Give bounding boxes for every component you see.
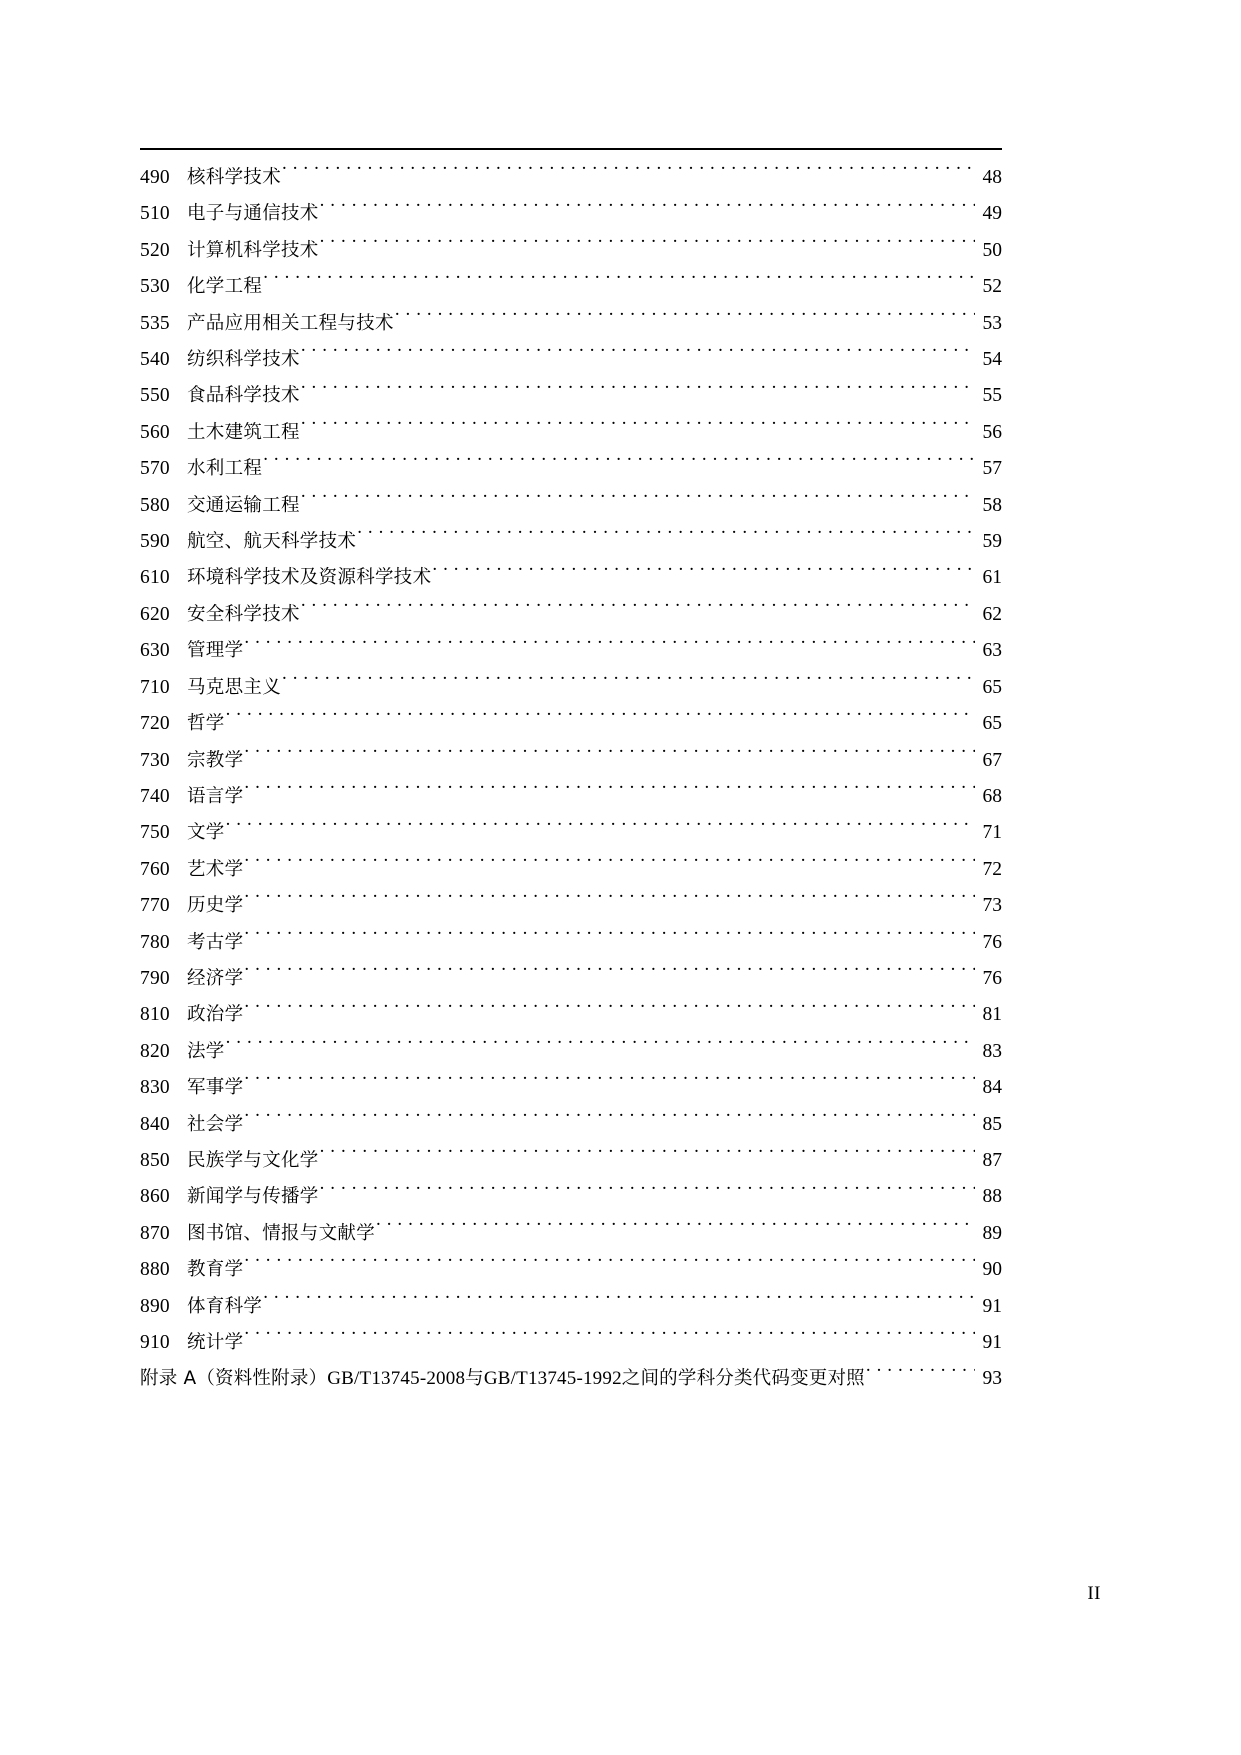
toc-page-number: 71 bbox=[982, 822, 1002, 844]
dot-leader bbox=[244, 637, 975, 657]
toc-title: 图书馆、情报与文献学 bbox=[187, 1222, 376, 1244]
dot-leader bbox=[244, 782, 975, 802]
dot-leader bbox=[301, 491, 975, 511]
toc-title: 安全科学技术 bbox=[187, 603, 300, 625]
header-rule bbox=[140, 148, 1002, 150]
toc-title: 土木建筑工程 bbox=[187, 421, 300, 443]
toc-code: 535 bbox=[140, 312, 170, 334]
toc-code: 810 bbox=[140, 1004, 170, 1026]
toc-page-number: 91 bbox=[982, 1332, 1002, 1353]
toc-page-number: 81 bbox=[982, 1004, 1002, 1026]
toc-code: 610 bbox=[140, 567, 170, 589]
list-item[interactable] bbox=[140, 815, 1002, 851]
dot-leader bbox=[432, 564, 975, 584]
toc-code: 560 bbox=[140, 421, 170, 443]
dot-leader bbox=[244, 964, 975, 984]
toc-code: 580 bbox=[140, 494, 170, 516]
dot-leader bbox=[244, 1001, 975, 1021]
list-item-appendix[interactable] bbox=[140, 1361, 1002, 1397]
toc-title: 计算机科学技术 bbox=[187, 239, 319, 261]
dot-leader bbox=[301, 600, 975, 620]
list-item[interactable] bbox=[140, 1325, 1002, 1361]
toc-title: 管理学 bbox=[187, 640, 244, 662]
toc-page-number: 57 bbox=[982, 458, 1002, 480]
toc-code: 540 bbox=[140, 349, 170, 371]
dot-leader bbox=[244, 855, 975, 875]
dot-leader bbox=[395, 309, 975, 329]
dot-leader bbox=[282, 673, 975, 693]
toc-code: 910 bbox=[140, 1332, 170, 1353]
toc-title: 历史学 bbox=[187, 895, 244, 917]
toc-page-number: 88 bbox=[982, 1186, 1002, 1208]
toc-title: 体育科学 bbox=[187, 1295, 263, 1317]
toc-title: 电子与通信技术 bbox=[187, 203, 319, 225]
dot-leader bbox=[301, 418, 975, 438]
toc-code: 880 bbox=[140, 1259, 170, 1281]
table-of-contents bbox=[140, 148, 1002, 1398]
list-item[interactable] bbox=[140, 488, 1002, 524]
toc-page-number: 52 bbox=[982, 276, 1002, 298]
toc-list bbox=[140, 160, 1002, 1398]
toc-page-number: 63 bbox=[982, 640, 1002, 662]
toc-code: 790 bbox=[140, 967, 170, 989]
toc-page-number: 72 bbox=[982, 858, 1002, 880]
list-item[interactable] bbox=[140, 196, 1002, 232]
toc-page-number: 90 bbox=[982, 1259, 1002, 1281]
toc-title: 宗教学 bbox=[187, 749, 244, 771]
toc-code: 760 bbox=[140, 858, 170, 880]
toc-title: 教育学 bbox=[187, 1259, 244, 1281]
toc-title: 核科学技术 bbox=[187, 167, 282, 188]
list-item[interactable] bbox=[140, 779, 1002, 815]
toc-page-number: 65 bbox=[982, 713, 1002, 735]
dot-leader bbox=[244, 1110, 975, 1130]
toc-title: 新闻学与传播学 bbox=[187, 1186, 319, 1208]
toc-title: 水利工程 bbox=[187, 458, 263, 480]
list-item[interactable] bbox=[140, 233, 1002, 269]
toc-code: 630 bbox=[140, 640, 170, 662]
dot-leader bbox=[320, 236, 975, 256]
toc-code: 570 bbox=[140, 458, 170, 480]
toc-page-number: 76 bbox=[982, 931, 1002, 953]
toc-title: 化学工程 bbox=[187, 276, 263, 298]
list-item[interactable] bbox=[140, 1070, 1002, 1106]
appendix-prefix: 附录 A（资料性附录） bbox=[140, 1368, 328, 1390]
list-item[interactable] bbox=[140, 1034, 1002, 1070]
appendix-standard-new: GB/T13745-2008 bbox=[327, 1368, 466, 1390]
toc-title: 哲学 bbox=[187, 713, 225, 735]
toc-page-number: 73 bbox=[982, 895, 1002, 917]
toc-page-number: 93 bbox=[982, 1368, 1002, 1390]
dot-leader bbox=[320, 1146, 975, 1166]
toc-title: 交通运输工程 bbox=[187, 494, 300, 516]
dot-leader bbox=[320, 1183, 975, 1203]
toc-page-number: 84 bbox=[982, 1077, 1002, 1099]
toc-code: 620 bbox=[140, 603, 170, 625]
dot-leader bbox=[263, 455, 975, 475]
list-item[interactable] bbox=[140, 925, 1002, 961]
dot-leader bbox=[301, 382, 975, 402]
list-item[interactable] bbox=[140, 524, 1002, 560]
dot-leader bbox=[376, 1219, 975, 1239]
dot-leader bbox=[244, 928, 975, 948]
toc-code: 530 bbox=[140, 276, 170, 298]
list-item[interactable] bbox=[140, 451, 1002, 487]
toc-title: 纺织科学技术 bbox=[187, 349, 300, 371]
list-item[interactable] bbox=[140, 1216, 1002, 1252]
list-item[interactable] bbox=[140, 342, 1002, 378]
list-item[interactable] bbox=[140, 997, 1002, 1033]
toc-code: 890 bbox=[140, 1295, 170, 1317]
dot-leader bbox=[244, 1074, 975, 1094]
toc-title: 艺术学 bbox=[187, 858, 244, 880]
toc-page-number: 56 bbox=[982, 421, 1002, 443]
list-item[interactable] bbox=[140, 269, 1002, 305]
toc-code: 710 bbox=[140, 676, 170, 698]
list-item[interactable] bbox=[140, 378, 1002, 414]
list-item[interactable] bbox=[140, 633, 1002, 669]
dot-leader bbox=[357, 528, 975, 548]
toc-code: 840 bbox=[140, 1113, 170, 1135]
toc-code: 780 bbox=[140, 931, 170, 953]
toc-title: 文学 bbox=[187, 822, 225, 844]
toc-code: 870 bbox=[140, 1222, 170, 1244]
toc-code: 520 bbox=[140, 239, 170, 261]
toc-title: 马克思主义 bbox=[187, 676, 282, 698]
toc-code: 850 bbox=[140, 1149, 170, 1171]
dot-leader bbox=[244, 1329, 975, 1349]
toc-code: 590 bbox=[140, 531, 170, 553]
appendix-standard-old: GB/T13745-1992 bbox=[483, 1368, 622, 1390]
dot-leader bbox=[320, 200, 975, 220]
toc-page-number: 85 bbox=[982, 1113, 1002, 1135]
list-item[interactable] bbox=[140, 1143, 1002, 1179]
toc-code: 490 bbox=[140, 167, 170, 188]
toc-code: 820 bbox=[140, 1040, 170, 1062]
list-item[interactable] bbox=[140, 415, 1002, 451]
list-item[interactable] bbox=[140, 306, 1002, 342]
toc-page-number: 55 bbox=[982, 385, 1002, 407]
dot-leader bbox=[226, 1037, 975, 1057]
toc-title: 经济学 bbox=[187, 967, 244, 989]
toc-title: 考古学 bbox=[187, 931, 244, 953]
dot-leader bbox=[263, 1292, 975, 1312]
toc-page-number: 53 bbox=[982, 312, 1002, 334]
dot-leader bbox=[263, 273, 975, 293]
list-item[interactable] bbox=[140, 852, 1002, 888]
toc-page-number: 83 bbox=[982, 1040, 1002, 1062]
toc-code: 730 bbox=[140, 749, 170, 771]
toc-page-number: 65 bbox=[982, 676, 1002, 698]
toc-page-number: 67 bbox=[982, 749, 1002, 771]
toc-title: 社会学 bbox=[187, 1113, 244, 1135]
dot-leader bbox=[282, 164, 975, 184]
toc-page-number: 54 bbox=[982, 349, 1002, 371]
list-item[interactable] bbox=[140, 743, 1002, 779]
toc-code: 740 bbox=[140, 785, 170, 807]
toc-title: 环境科学技术及资源科学技术 bbox=[187, 567, 432, 589]
toc-title: 产品应用相关工程与技术 bbox=[187, 312, 394, 334]
appendix-entry-title bbox=[140, 1361, 865, 1397]
toc-page-number: 50 bbox=[982, 239, 1002, 261]
toc-code: 860 bbox=[140, 1186, 170, 1208]
dot-leader bbox=[301, 346, 975, 366]
list-item[interactable] bbox=[140, 160, 1002, 196]
toc-title: 食品科学技术 bbox=[187, 385, 300, 407]
list-item[interactable] bbox=[140, 1107, 1002, 1143]
appendix-middle: 与 bbox=[465, 1368, 484, 1390]
list-item[interactable] bbox=[140, 1289, 1002, 1325]
dot-leader bbox=[226, 819, 975, 839]
toc-title: 法学 bbox=[187, 1040, 225, 1062]
toc-code: 750 bbox=[140, 822, 170, 844]
dot-leader bbox=[226, 710, 975, 730]
list-item[interactable] bbox=[140, 670, 1002, 706]
toc-page-number: 49 bbox=[982, 203, 1002, 225]
toc-title: 统计学 bbox=[187, 1332, 244, 1353]
list-item[interactable] bbox=[140, 1179, 1002, 1215]
dot-leader bbox=[244, 746, 975, 766]
list-item[interactable] bbox=[140, 961, 1002, 997]
toc-page-number: 91 bbox=[982, 1295, 1002, 1317]
toc-code: 830 bbox=[140, 1077, 170, 1099]
toc-title: 民族学与文化学 bbox=[187, 1149, 319, 1171]
toc-code: 770 bbox=[140, 895, 170, 917]
toc-title: 军事学 bbox=[187, 1077, 244, 1099]
list-item[interactable] bbox=[140, 597, 1002, 633]
toc-page-number: 89 bbox=[982, 1222, 1002, 1244]
dot-leader bbox=[244, 892, 975, 912]
toc-page-number: 61 bbox=[982, 567, 1002, 589]
toc-title: 政治学 bbox=[187, 1004, 244, 1026]
list-item[interactable] bbox=[140, 888, 1002, 924]
toc-page-number: 62 bbox=[982, 603, 1002, 625]
toc-page-number: 48 bbox=[982, 167, 1002, 188]
appendix-suffix: 之间的学科分类代码变更对照 bbox=[621, 1368, 865, 1390]
toc-code: 720 bbox=[140, 713, 170, 735]
toc-title: 航空、航天科学技术 bbox=[187, 531, 357, 553]
toc-page-number: 87 bbox=[982, 1149, 1002, 1171]
dot-leader bbox=[866, 1365, 975, 1385]
toc-page-number: 58 bbox=[982, 494, 1002, 516]
toc-page-number: 59 bbox=[982, 531, 1002, 553]
page-folio: II bbox=[1087, 1583, 1101, 1604]
list-item[interactable] bbox=[140, 1252, 1002, 1288]
toc-title: 语言学 bbox=[187, 785, 244, 807]
toc-code: 550 bbox=[140, 385, 170, 407]
dot-leader bbox=[244, 1256, 975, 1276]
toc-code: 510 bbox=[140, 203, 170, 225]
list-item[interactable] bbox=[140, 560, 1002, 596]
list-item[interactable] bbox=[140, 706, 1002, 742]
toc-page-number: 68 bbox=[982, 785, 1002, 807]
toc-page-number: 76 bbox=[982, 967, 1002, 989]
